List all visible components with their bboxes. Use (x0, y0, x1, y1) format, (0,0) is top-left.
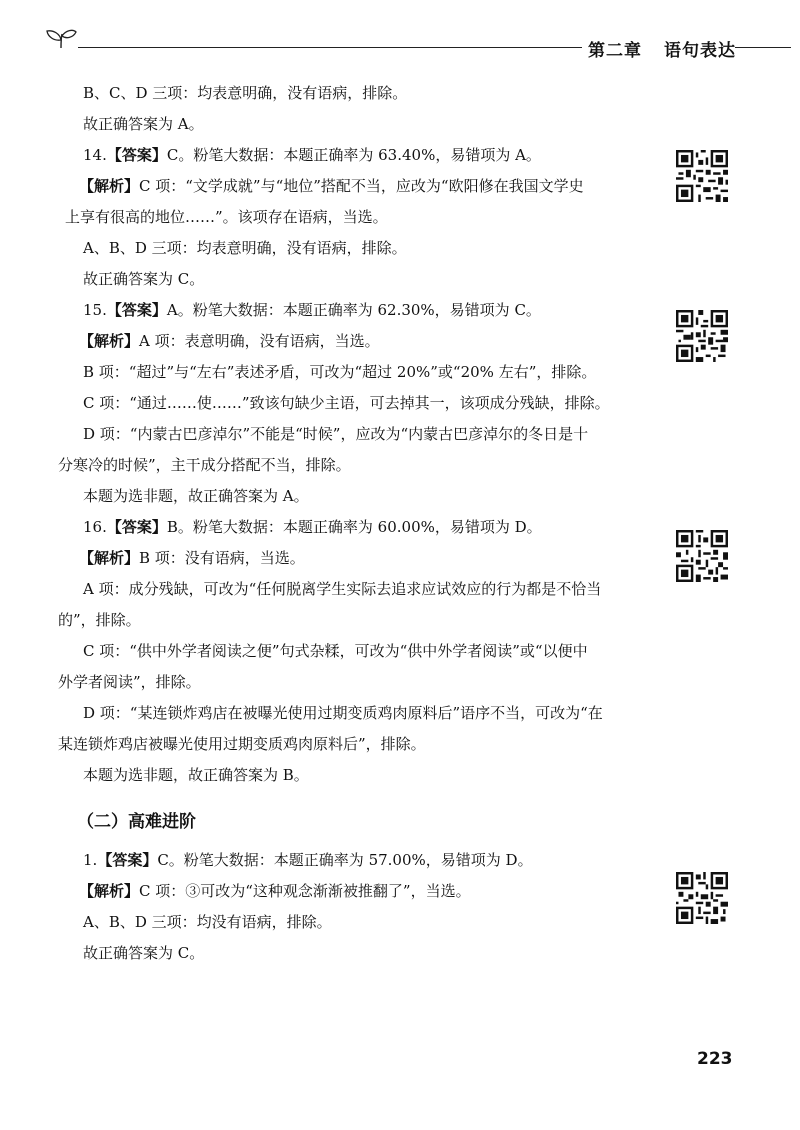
answer-label: 【答案】 (106, 518, 167, 536)
analysis-label: 【解析】 (79, 882, 140, 900)
answer-label: 【答案】 (106, 301, 167, 319)
qr-code-icon (676, 530, 728, 582)
option-c: C 项：“通过……使……”致该句缺少主语，可去掉其一，该项成分残缺，排除。 (83, 394, 610, 412)
conclusion: 本题为选非题，故正确答案为 B。 (83, 766, 309, 784)
answer-text: C。粉笔大数据：本题正确率为 57.00%，易错项为 D。 (157, 851, 533, 869)
analysis-1 (79, 881, 648, 901)
paragraph: 故正确答案为 C。 (83, 944, 205, 962)
analysis-label: 【解析】 (79, 332, 140, 350)
chapter-number: 第二章 (588, 41, 642, 61)
qr-code-icon (676, 310, 728, 362)
page-header (0, 0, 800, 70)
question-number: 1. (83, 851, 98, 869)
answer-text: A。粉笔大数据：本题正确率为 62.30%，易错项为 C。 (166, 301, 541, 319)
option-c-cont: 外学者阅读”，排除。 (58, 673, 201, 691)
answer-label: 【答案】 (106, 146, 167, 164)
answer-1 (83, 850, 648, 870)
answer-14 (83, 145, 648, 165)
option-d: D 项：“内蒙古巴彦淖尔”不能是“时候”，应改为“内蒙古巴彦淖尔的冬日是十 (83, 425, 589, 443)
analysis-16 (79, 548, 648, 568)
paragraph: 故正确答案为 C。 (83, 270, 205, 288)
conclusion: 本题为选非题，故正确答案为 A。 (83, 487, 309, 505)
answer-15 (83, 300, 648, 320)
option-d-cont: 某连锁炸鸡店被曝光使用过期变质鸡肉原料后”，排除。 (58, 735, 426, 753)
option-c: C 项：“供中外学者阅读之便”句式杂糅，可改为“供中外学者阅读”或“以便中 (83, 642, 588, 660)
answer-text: B。粉笔大数据：本题正确率为 60.00%，易错项为 D。 (166, 518, 542, 536)
page-content (58, 83, 648, 974)
question-number: 16. (83, 518, 107, 536)
answer-text: C。粉笔大数据：本题正确率为 63.40%，易错项为 A。 (166, 146, 541, 164)
qr-code-icon (676, 872, 728, 924)
paragraph: B、C、D 三项：均表意明确，没有语病，排除。 (83, 84, 408, 102)
analysis-label: 【解析】 (79, 177, 140, 195)
answer-16 (83, 517, 648, 537)
section-name: 语句表达 (664, 41, 736, 61)
option-d-cont: 分寒冷的时候”，主干成分搭配不当，排除。 (58, 456, 351, 474)
analysis-label: 【解析】 (79, 549, 140, 567)
paragraph: A、B、D 三项：均表意明确，没有语病，排除。 (83, 239, 407, 257)
analysis-15 (79, 331, 648, 351)
answer-label: 【答案】 (97, 851, 158, 869)
analysis-text: C 项：③可改为“这种观念渐渐被推翻了”，当选。 (139, 882, 471, 900)
option-a: A 项：成分残缺，可改为“任何脱离学生实际去追求应试效应的行为都是不恰当 (83, 580, 602, 598)
chapter-title (588, 36, 736, 61)
option-d: D 项：“某连锁炸鸡店在被曝光使用过期变质鸡肉原料后”语序不当，可改为“在 (83, 704, 603, 722)
sprout-icon (44, 28, 78, 50)
analysis-text: A 项：表意明确，没有语病，当选。 (139, 332, 380, 350)
header-rule-left (78, 47, 582, 48)
option-a-cont: 的”，排除。 (58, 611, 141, 629)
analysis-text: C 项：“文学成就”与“地位”搭配不当，应改为“欧阳修在我国文学史 (139, 177, 584, 195)
section-title: （二）高难进阶 (77, 812, 196, 832)
question-number: 15. (83, 301, 107, 319)
analysis-text: B 项：没有语病，当选。 (139, 549, 305, 567)
paragraph: 故正确答案为 A。 (83, 115, 204, 133)
analysis-14 (79, 176, 648, 196)
page-number: 223 (697, 1049, 733, 1069)
paragraph: A、B、D 三项：均没有语病，排除。 (83, 913, 332, 931)
header-rule-right (735, 47, 791, 48)
question-number: 14. (83, 146, 107, 164)
option-b: B 项：“超过”与“左右”表述矛盾，可改为“超过 20%”或“20% 左右”，排除。 (83, 363, 597, 381)
qr-code-icon (676, 150, 728, 202)
analysis-14-cont: 上享有很高的地位……”。该项存在语病，当选。 (65, 208, 388, 226)
